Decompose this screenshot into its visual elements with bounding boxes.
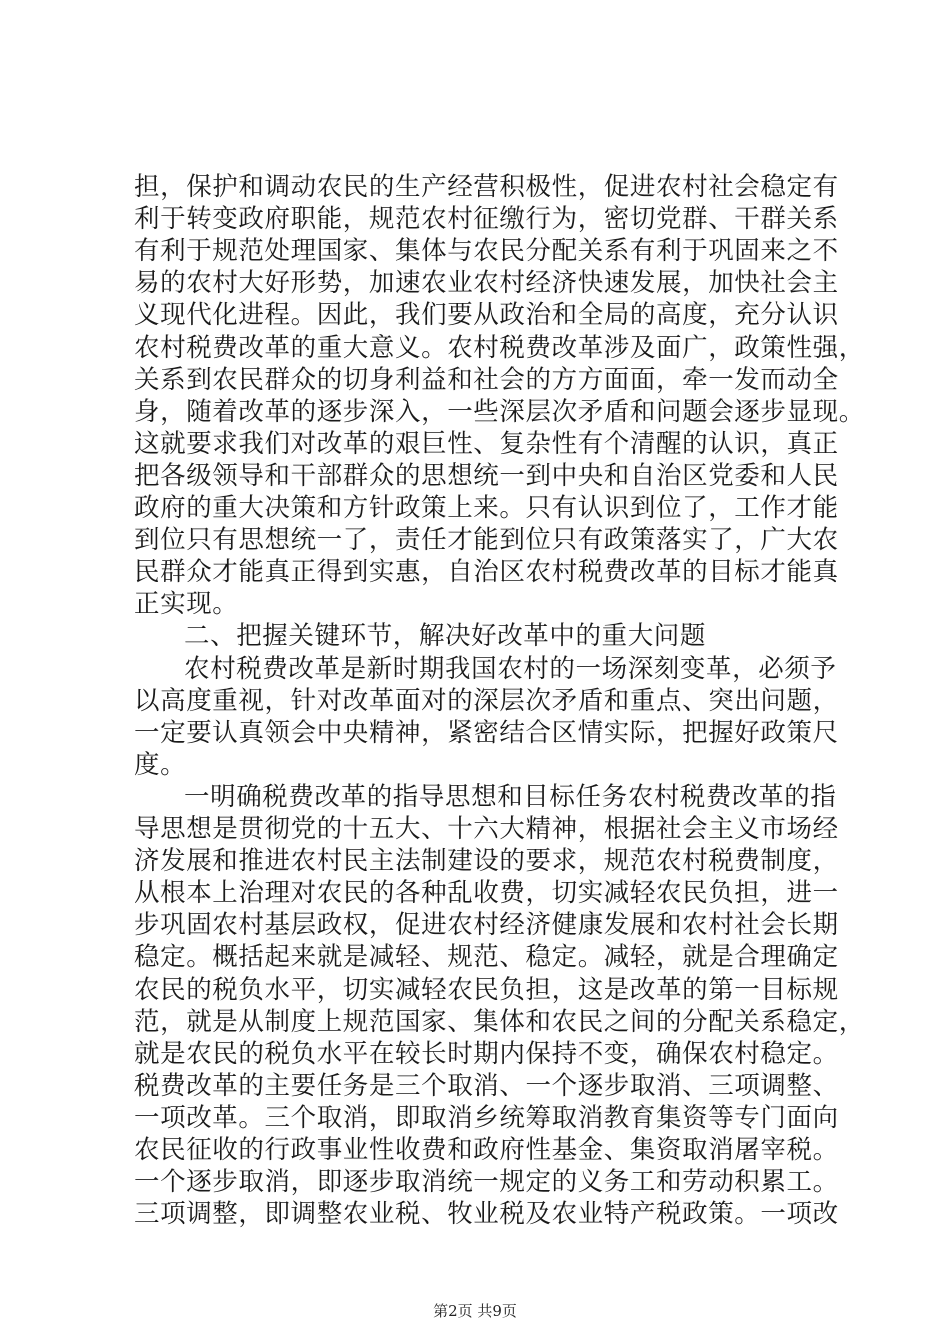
text-line: 农民征收的行政事业性收费和政府性基金、集资取消屠宰税。	[134, 1135, 839, 1165]
text-line: 关系到农民群众的切身利益和社会的方方面面，牵一发而动全	[134, 364, 839, 395]
text-line: 义现代化进程。因此，我们要从政治和全局的高度，充分认识	[134, 300, 839, 331]
text-line: 农村税费改革的重大意义。农村税费改革涉及面广，政策性强，	[134, 332, 865, 363]
text-line: 农村税费改革是新时期我国农村的一场深刻变革，必须予	[184, 653, 837, 684]
text-line: 担，保护和调动农民的生产经营积极性，促进农村社会稳定有	[134, 172, 839, 202]
text-line: 把各级领导和干部群众的思想统一到中央和自治区党委和人民	[134, 460, 839, 491]
text-line: 到位只有思想统一了，责任才能到位只有政策落实了，广大农	[134, 525, 839, 556]
text-line: 有利于规范处理国家、集体与农民分配关系有利于巩固来之不	[134, 236, 839, 267]
text-line: 范，就是从制度上规范国家、集体和农民之间的分配关系稳定，	[134, 1006, 865, 1037]
text-line: 三项调整，即调整农业税、牧业税及农业特产税政策。一项改	[134, 1199, 839, 1230]
text-line: 步巩固农村基层政权，促进农村经济健康发展和农村社会长期	[134, 910, 839, 941]
text-line: 身，随着改革的逐步深入，一些深层次矛盾和问题会逐步显现。	[134, 396, 865, 427]
page-footer: 第2页 共9页	[433, 1302, 517, 1320]
text-line: 这就要求我们对改革的艰巨性、复杂性有个清醒的认识，真正	[134, 428, 839, 459]
text-line: 导思想是贯彻党的十五大、十六大精神，根据社会主义市场经	[134, 814, 839, 844]
text-line: 以高度重视，针对改革面对的深层次矛盾和重点、突出问题，	[134, 685, 839, 716]
text-line: 济发展和推进农村民主法制建设的要求，规范农村税费制度，	[134, 846, 839, 877]
text-line: 税费改革的主要任务是三个取消、一个逐步取消、三项调整、	[134, 1070, 839, 1101]
text-line: 稳定。概括起来就是减轻、规范、稳定。减轻，就是合理确定	[134, 942, 839, 973]
text-line: 一项改革。三个取消，即取消乡统筹取消教育集资等专门面向	[134, 1102, 839, 1133]
section-heading: 二、把握关键环节，解决好改革中的重大问题	[184, 621, 707, 652]
text-line: 就是农民的税负水平在较长时期内保持不变，确保农村稳定。	[134, 1038, 839, 1069]
text-line: 度。	[134, 749, 187, 780]
text-line: 正实现。	[134, 589, 239, 620]
text-line: 农民的税负水平，切实减轻农民负担，这是改革的第一目标规	[134, 974, 839, 1005]
text-line: 从根本上治理对农民的各种乱收费，切实减轻农民负担，进一	[134, 878, 839, 909]
text-line: 利于转变政府职能，规范农村征缴行为，密切党群、干群关系	[134, 204, 839, 235]
text-line: 一明确税费改革的指导思想和目标任务农村税费改革的指	[184, 781, 837, 812]
text-line: 易的农村大好形势，加速农业农村经济快速发展，加快社会主	[134, 268, 839, 299]
text-line: 一定要认真领会中央精神，紧密结合区情实际，把握好政策尺	[134, 717, 839, 748]
text-line: 一个逐步取消，即逐步取消统一规定的义务工和劳动积累工。	[134, 1167, 839, 1198]
text-line: 民群众才能真正得到实惠，自治区农村税费改革的目标才能真	[134, 557, 839, 588]
text-line: 政府的重大决策和方针政策上来。只有认识到位了，工作才能	[134, 493, 839, 523]
